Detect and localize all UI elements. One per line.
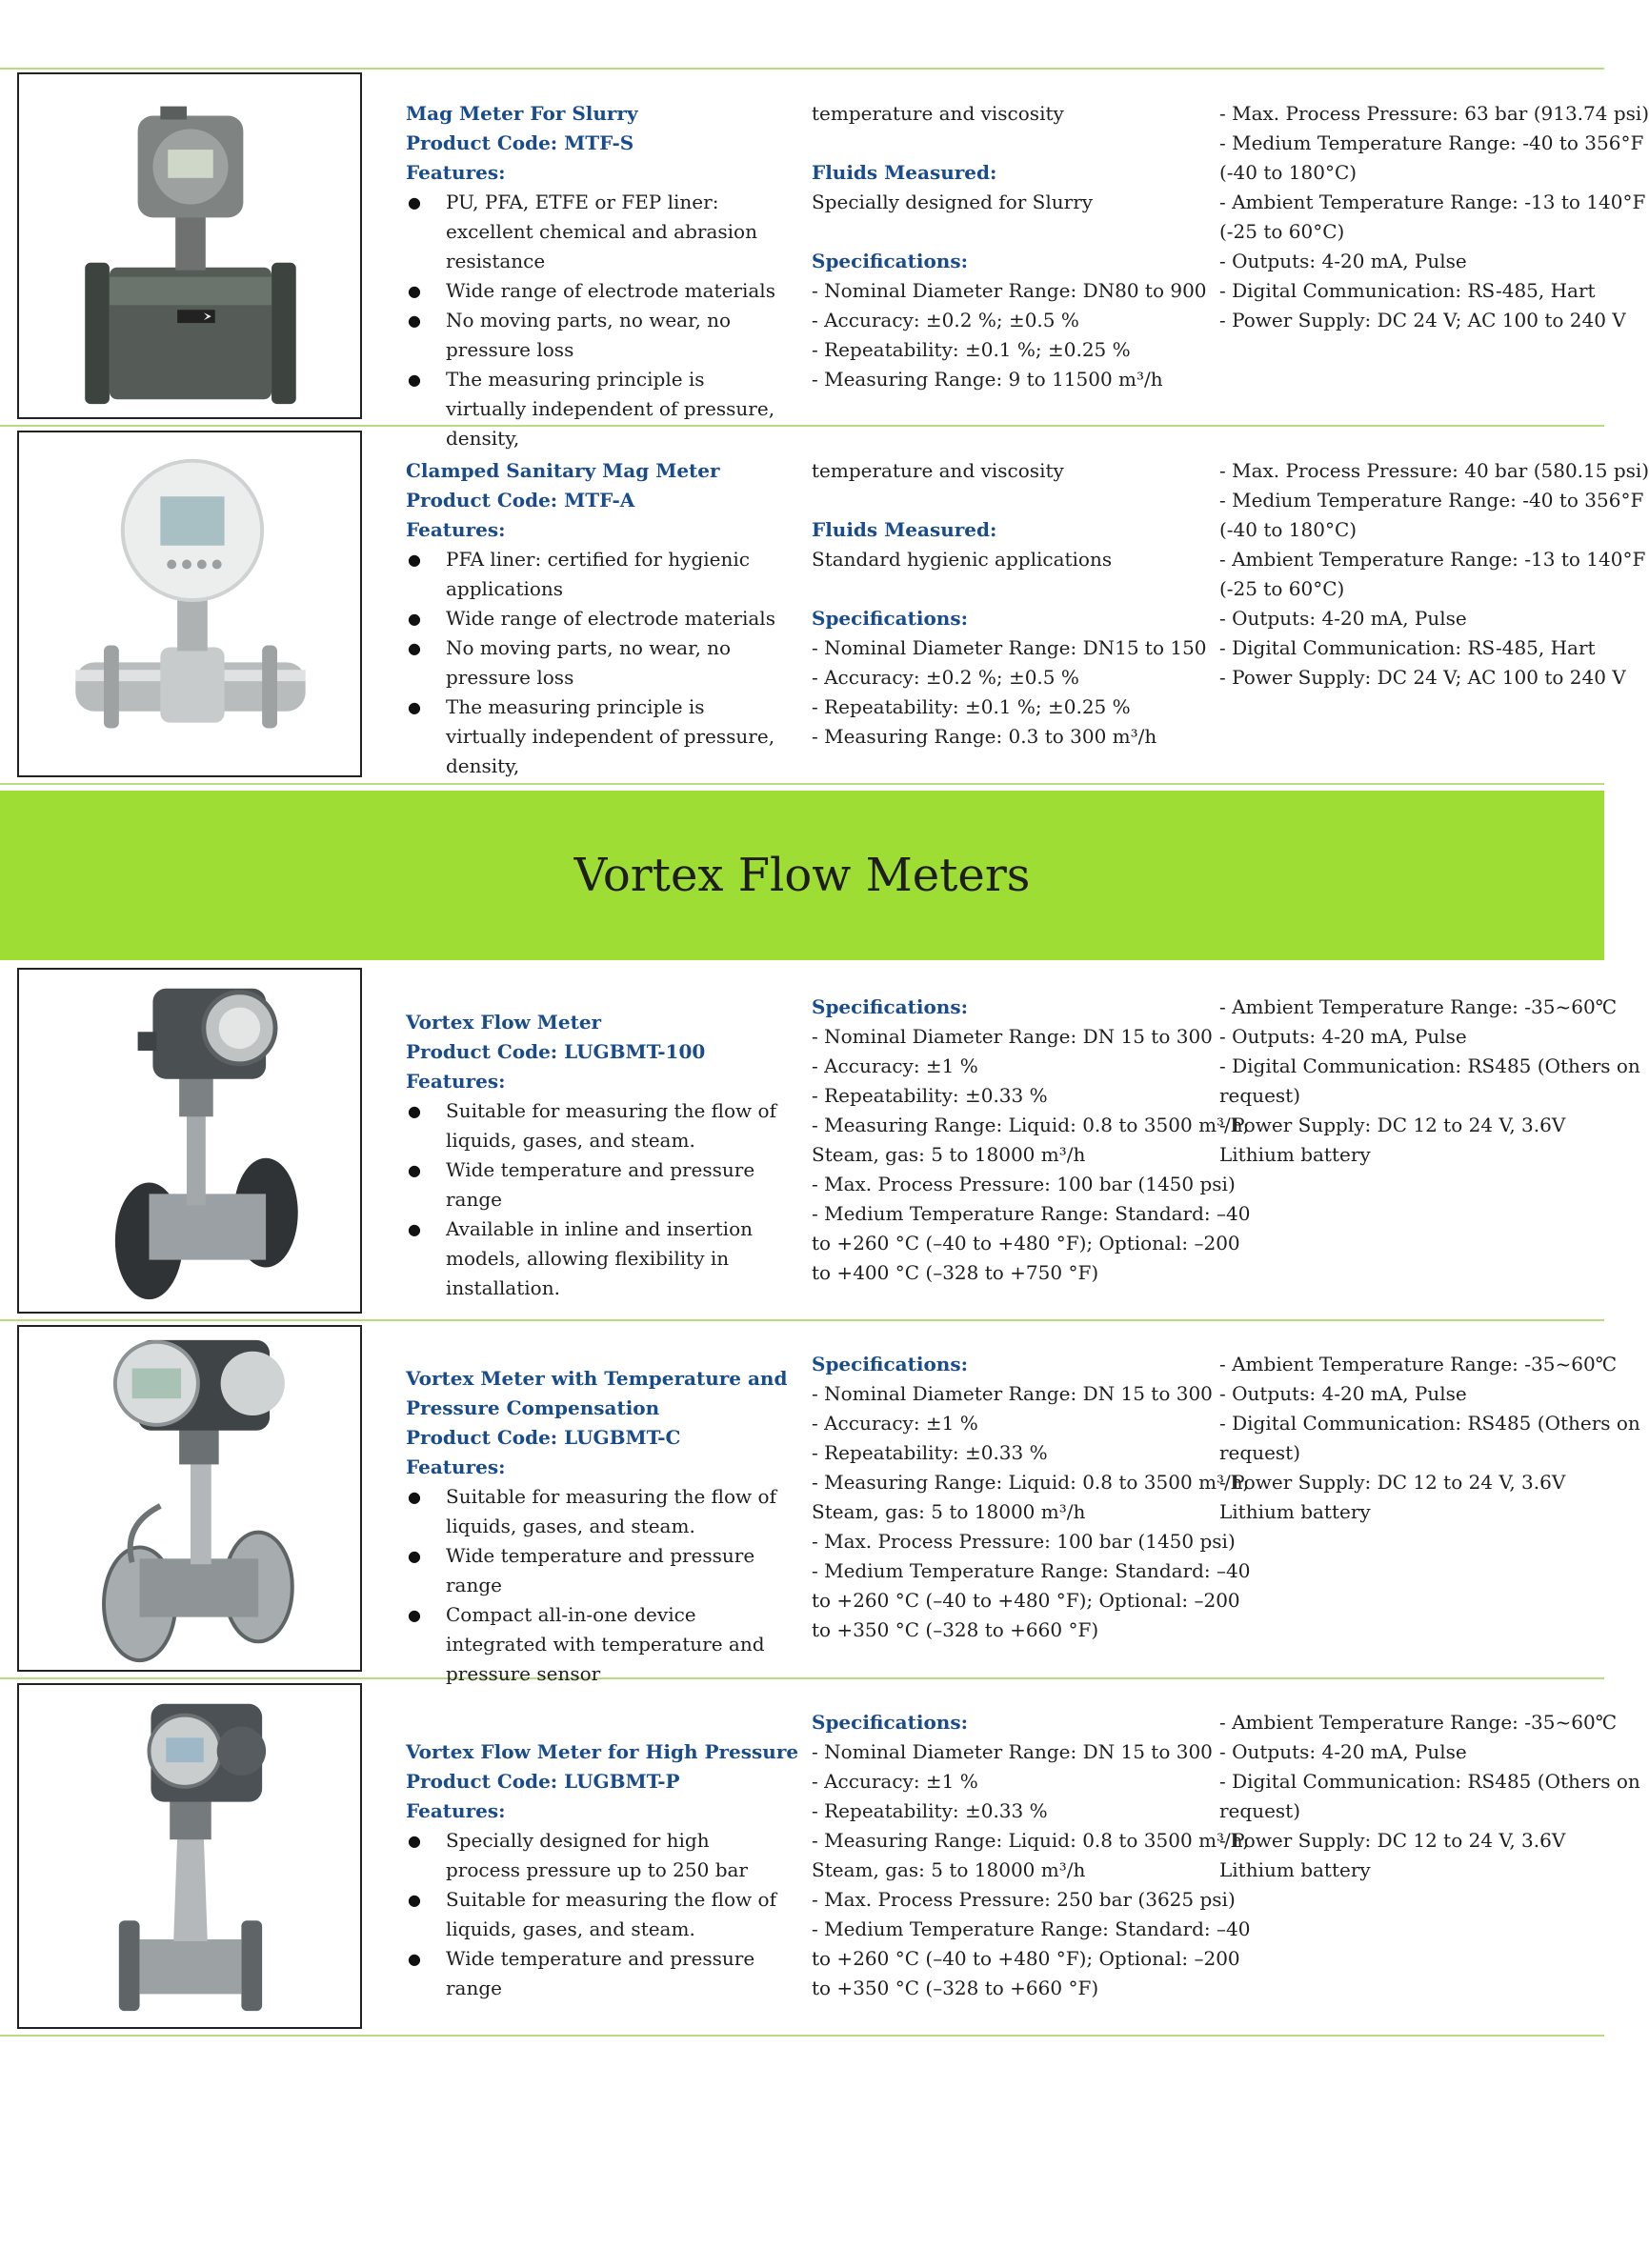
feature-item: ● Wide temperature and pressure range [406,1944,787,2003]
spec-line: - Repeatability: ±0.33 % [812,1441,1048,1464]
specifications-heading: Specifications: [812,1711,968,1734]
feature-item: ● No moving parts, no wear, no pressure loss [406,633,787,692]
feature-item: ● Suitable for measuring the flow of liquids, gases, and steam. [406,1885,787,1944]
product-name: Vortex Flow Meter [406,1011,602,1034]
spec-line: (-25 to 60°C) [1219,220,1345,243]
spec-line: - Max. Process Pressure: 63 bar (913.74 psi) [1219,102,1649,125]
product-specs-column [1219,1350,1640,1527]
spec-line: - Digital Communication: RS485 (Others on [1219,1770,1640,1793]
features-list [406,1482,787,1689]
features-heading: Features: [406,1799,506,1822]
spec-line: (-40 to 180°C) [1219,518,1357,541]
specifications-heading: Specifications: [812,250,968,272]
features-list [406,1826,787,2003]
spec-line: - Power Supply: DC 12 to 24 V, 3.6V [1219,1471,1566,1494]
feature-item: ● PU, PFA, ETFE or FEP liner: excellent chemical and abrasion resistance [406,188,787,276]
features-heading: Features: [406,161,506,184]
feature-item: ● Specially designed for high process pressure up to 250 bar [406,1826,787,1885]
spec-line: - Max. Process Pressure: 100 bar (1450 psi) [812,1173,1236,1195]
product-name: Mag Meter For Slurry [406,102,638,125]
spec-line: - Nominal Diameter Range: DN 15 to 300 [812,1740,1213,1763]
fluids-heading: Fluids Measured: [812,518,997,541]
specifications-heading: Specifications: [812,995,968,1018]
spec-line: request) [1219,1441,1301,1464]
spec-line: - Ambient Temperature Range: -13 to 140°F [1219,191,1646,213]
spec-line: - Power Supply: DC 24 V; AC 100 to 240 V [1219,666,1626,689]
feature-item: ● Suitable for measuring the flow of liquids, gases, and steam. [406,1096,787,1155]
specifications-heading: Specifications: [812,607,968,630]
spec-line: Lithium battery [1219,1858,1371,1881]
spec-line: - Outputs: 4-20 mA, Pulse [1219,1740,1467,1763]
product-info-column [406,456,787,781]
spec-line: - Accuracy: ±1 % [812,1412,978,1435]
spec-line: (-40 to 180°C) [1219,161,1357,184]
product-details-column [812,1350,1251,1645]
spec-line: - Medium Temperature Range: Standard: –40 [812,1917,1251,1940]
spec-line: - Max. Process Pressure: 250 bar (3625 psi) [812,1888,1236,1911]
spec-line: - Outputs: 4-20 mA, Pulse [1219,250,1467,272]
specifications-heading: Specifications: [812,1353,968,1375]
product-details-column [812,1708,1251,2003]
spec-line: - Medium Temperature Range: Standard: –40 [812,1559,1251,1582]
product-specs-column [1219,99,1649,335]
divider-line [0,1677,1604,1679]
spec-line: - Ambient Temperature Range: -35~60℃ [1219,995,1618,1018]
spec-line: - Outputs: 4-20 mA, Pulse [1219,607,1467,630]
section-title: Vortex Flow Meters [573,849,1031,902]
features-heading: Features: [406,1455,506,1478]
feature-continuation: temperature and viscosity [812,459,1064,482]
fluids-text: Specially designed for Slurry [812,191,1094,213]
feature-item: ● No moving parts, no wear, no pressure loss [406,306,787,365]
sanitary-mag-meter-image [17,431,362,777]
feature-item: ● Wide temperature and pressure range [406,1155,787,1214]
spec-line: - Ambient Temperature Range: -35~60℃ [1219,1711,1618,1734]
section-banner [0,791,1604,960]
spec-line: - Measuring Range: Liquid: 0.8 to 3500 m³/h; [812,1471,1250,1494]
product-code: Product Code: LUGBMT-C [406,1426,681,1449]
product-name: Clamped Sanitary Mag Meter [406,459,720,482]
spec-line: - Accuracy: ±0.2 %; ±0.5 % [812,666,1079,689]
fluids-text: Standard hygienic applications [812,548,1113,571]
product-code: Product Code: MTF-S [406,131,634,154]
spec-line: to +400 °C (–328 to +750 °F) [812,1261,1099,1284]
high-pressure-vortex-meter-image [17,1683,362,2029]
vortex-flow-meter-image [17,968,362,1314]
spec-line: - Outputs: 4-20 mA, Pulse [1219,1025,1467,1048]
spec-line: - Digital Communication: RS485 (Others on [1219,1054,1640,1077]
features-heading: Features: [406,1070,506,1093]
spec-line: Lithium battery [1219,1500,1371,1523]
feature-item: ● Available in inline and insertion models, allowing flexibility in installation. [406,1214,787,1303]
spec-line: - Nominal Diameter Range: DN 15 to 300 [812,1382,1213,1405]
spec-line: - Digital Communication: RS-485, Hart [1219,636,1596,659]
product-info-column [406,1008,787,1303]
spec-line: - Nominal Diameter Range: DN80 to 900 [812,279,1207,302]
product-name: Vortex Flow Meter for High Pressure [406,1740,799,1763]
divider-line [0,1319,1604,1321]
feature-item: ● Wide temperature and pressure range [406,1541,787,1600]
features-list [406,188,787,453]
divider-line [0,425,1604,427]
product-info-column [406,1737,799,2003]
spec-line: - Medium Temperature Range: -40 to 356°F [1219,489,1644,512]
product-info-column [406,1364,787,1689]
spec-line: Steam, gas: 5 to 18000 m³/h [812,1500,1086,1523]
spec-line: - Digital Communication: RS485 (Others on [1219,1412,1640,1435]
spec-line: (-25 to 60°C) [1219,577,1345,600]
spec-line: to +260 °C (–40 to +480 °F); Optional: –200 [812,1947,1240,1970]
spec-line: to +260 °C (–40 to +480 °F); Optional: –200 [812,1232,1240,1254]
feature-item: ● Wide range of electrode materials [406,604,787,633]
spec-line: - Repeatability: ±0.1 %; ±0.25 % [812,338,1131,361]
product-name: Vortex Meter with Temperature and [406,1367,788,1390]
product-details-column [812,993,1251,1288]
spec-line: - Accuracy: ±0.2 %; ±0.5 % [812,309,1079,331]
spec-line: - Measuring Range: Liquid: 0.8 to 3500 m³/h; [812,1829,1250,1852]
divider-line [0,2035,1604,2037]
spec-line: request) [1219,1084,1301,1107]
product-details-column [812,456,1212,752]
spec-line: - Repeatability: ±0.33 % [812,1084,1048,1107]
spec-line: - Power Supply: DC 24 V; AC 100 to 240 V [1219,309,1626,331]
feature-continuation: temperature and viscosity [812,102,1064,125]
spec-line: - Digital Communication: RS-485, Hart [1219,279,1596,302]
spec-line: - Repeatability: ±0.1 %; ±0.25 % [812,695,1131,718]
features-list [406,1096,787,1303]
feature-item: ● PFA liner: certified for hygienic applications [406,545,787,604]
feature-item: ● Suitable for measuring the flow of liquids, gases, and steam. [406,1482,787,1541]
feature-item: ● The measuring principle is virtually independent of pressure, density, [406,692,787,781]
feature-item: ● The measuring principle is virtually independent of pressure, density, [406,365,787,453]
spec-line: to +350 °C (–328 to +660 °F) [812,1977,1099,1999]
product-code: Product Code: LUGBMT-P [406,1770,680,1793]
spec-line: to +260 °C (–40 to +480 °F); Optional: –200 [812,1589,1240,1612]
feature-item: ● Compact all-in-one device integrated with temperature and pressure sensor [406,1600,787,1689]
divider-line [0,783,1604,785]
features-list [406,545,787,781]
spec-line: - Max. Process Pressure: 100 bar (1450 psi) [812,1530,1236,1553]
spec-line: - Measuring Range: 9 to 11500 m³/h [812,368,1163,391]
product-code: Product Code: LUGBMT-100 [406,1040,706,1063]
product-details-column [812,99,1212,394]
spec-line: - Ambient Temperature Range: -13 to 140°F [1219,548,1646,571]
spec-line: - Accuracy: ±1 % [812,1054,978,1077]
spec-line: Steam, gas: 5 to 18000 m³/h [812,1858,1086,1881]
spec-line: - Outputs: 4-20 mA, Pulse [1219,1382,1467,1405]
vortex-meter-temp-pressure-image [17,1325,362,1672]
spec-line: - Measuring Range: Liquid: 0.8 to 3500 m³/h; [812,1114,1250,1136]
spec-line: - Measuring Range: 0.3 to 300 m³/h [812,725,1157,748]
feature-item: ● Wide range of electrode materials [406,276,787,306]
spec-line: - Power Supply: DC 12 to 24 V, 3.6V [1219,1114,1566,1136]
spec-line: to +350 °C (–328 to +660 °F) [812,1618,1099,1641]
product-specs-column [1219,993,1640,1170]
spec-line: - Nominal Diameter Range: DN 15 to 300 [812,1025,1213,1048]
spec-line: Lithium battery [1219,1143,1371,1166]
electromagnetic-flow-meter-image [17,72,362,419]
product-specs-column [1219,456,1649,692]
product-name: Pressure Compensation [406,1396,660,1419]
features-heading: Features: [406,518,506,541]
spec-line: Steam, gas: 5 to 18000 m³/h [812,1143,1086,1166]
spec-line: - Ambient Temperature Range: -35~60℃ [1219,1353,1618,1375]
spec-line: - Nominal Diameter Range: DN15 to 150 [812,636,1207,659]
spec-line: - Medium Temperature Range: -40 to 356°F [1219,131,1644,154]
fluids-heading: Fluids Measured: [812,161,997,184]
spec-line: - Power Supply: DC 12 to 24 V, 3.6V [1219,1829,1566,1852]
spec-line: - Medium Temperature Range: Standard: –40 [812,1202,1251,1225]
spec-line: - Repeatability: ±0.33 % [812,1799,1048,1822]
product-code: Product Code: MTF-A [406,489,635,512]
product-info-column [406,99,787,453]
product-specs-column [1219,1708,1640,1885]
spec-line: request) [1219,1799,1301,1822]
spec-line: - Max. Process Pressure: 40 bar (580.15 psi) [1219,459,1649,482]
spec-line: - Accuracy: ±1 % [812,1770,978,1793]
divider-line [0,68,1604,70]
